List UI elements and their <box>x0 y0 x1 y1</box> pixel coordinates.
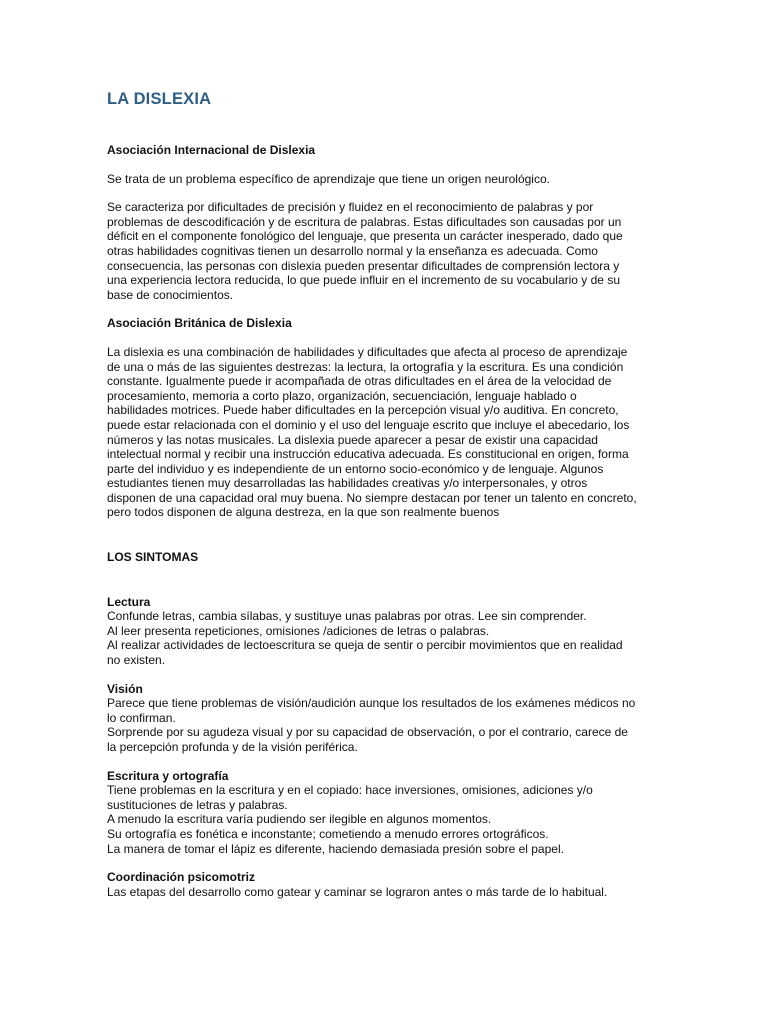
text-line: constante. Igualmente puede ir acompañada de otras dificultades en el área de la velocidad de <box>107 374 612 389</box>
text-line: Al leer presenta repeticiones, omisiones /adiciones de letras o palabras. <box>107 623 490 638</box>
text-line: Tiene problemas en la escritura y en el copiado: hace inversiones, omisiones, adiciones y/o <box>107 783 593 798</box>
text-line: Confunde letras, cambia sílabas, y sustituye unas palabras por otras. Lee sin comprender. <box>107 609 587 624</box>
text-line: la percepción profunda y de la visión periférica. <box>107 740 358 754</box>
text-line: problemas de descodificación y de escritura de palabras. Estas dificultades son causadas por un <box>107 214 622 229</box>
paragraph-characteristics <box>107 200 668 302</box>
text-line: disponen de una capacidad oral muy buena. No siempre destacan por tener un talento en concreto, <box>107 490 637 505</box>
text-line: consecuencia, las personas con dislexia pueden presentar dificultades de comprensión lectora y <box>107 258 620 273</box>
document-title: LA DISLEXIA <box>107 90 212 108</box>
text-line: estudiantes tienen muy desarrolladas las habilidades creativas y/o interpersonales, y otros <box>107 476 588 491</box>
text-line: Las etapas del desarrollo como gatear y caminar se lograron antes o más tarde de lo habitual. <box>107 884 608 899</box>
text-line: habilidades motrices. Puede haber dificultades en la percepción visual y/o auditiva. En concreto, <box>107 403 619 418</box>
text-line: Se caracteriza por dificultades de precisión y fluidez en el reconocimiento de palabras y por <box>107 200 594 215</box>
text-line: Parece que tiene problemas de visión/audición aunque los resultados de los exámenes médicos no <box>107 696 636 711</box>
text-line: La dislexia es una combinación de habilidades y dificultades que afecta al proceso de aprendizaje <box>107 344 628 359</box>
text-line: procesamiento, memoria a corto plazo, organización, secuenciación, lenguaje hablado o <box>107 388 577 403</box>
symptom-heading-escritura: Escritura y ortografía <box>107 768 229 783</box>
text-line: A menudo la escritura varía pudiendo ser ilegible en algunos momentos. <box>107 812 492 827</box>
section-heading-international: Asociación Internacional de Dislexia <box>107 143 316 157</box>
symptom-list-coordinacion <box>107 885 668 900</box>
text-line: déficit en el componente fonológico del lenguaje, que presenta un carácter inesperado, dado que <box>107 229 623 244</box>
text-line: de una o más de las siguientes destrezas: la lectura, la ortografía y la escritura. Es una condición <box>107 359 624 374</box>
text-line: sustituciones de letras y palabras. <box>107 797 288 812</box>
section-heading-british: Asociación Británica de Dislexia <box>107 316 292 331</box>
symptom-heading-vision: Visión <box>107 681 143 696</box>
symptom-list-escritura <box>107 783 668 856</box>
symptoms-heading: LOS SINTOMAS <box>107 550 199 565</box>
symptom-heading-lectura: Lectura <box>107 594 151 609</box>
text-line: lo confirman. <box>107 710 176 725</box>
text-line: no existen. <box>107 653 166 668</box>
symptom-list-vision <box>107 696 668 754</box>
paragraph-definition <box>107 172 668 187</box>
text-line: otras habilidades cognitivas tienen un desarrollo normal y la enseñanza es adecuada. Como <box>107 243 598 258</box>
text-line: pero todos disponen de alguna destreza, en la que son realmente buenos <box>107 505 500 520</box>
text-line: base de conocimientos. <box>107 287 234 302</box>
text-line: Su ortografía es fonética e inconstante; cometiendo a menudo errores ortográficos. <box>107 826 549 841</box>
symptom-list-lectura <box>107 609 668 667</box>
text-line: puede estar relacionada con el dominio y el uso del lenguaje escrito que incluye el abecedario, los <box>107 417 630 432</box>
symptom-heading-coordinacion: Coordinación psicomotriz <box>107 870 256 885</box>
text-line: intelectual normal y recibir una instrucción educativa adecuada. Es constitucional en origen, forma <box>107 447 629 462</box>
text-line: parte del individuo y es independiente de un entorno socio-económico y de lenguaje. Algunos <box>107 461 604 476</box>
paragraph-british-definition <box>107 345 668 520</box>
text-line: números y las notas musicales. La dislexia puede aparecer a pesar de existir una capacidad <box>107 432 598 447</box>
text-line: una experiencia lectora reducida, lo que puede influir en el incremento de su vocabulario y de su <box>107 273 620 288</box>
text-line: Al realizar actividades de lectoescritura se queja de sentir o percibir movimientos que en realidad <box>107 638 623 653</box>
text-line: La manera de tomar el lápiz es diferente, haciendo demasiada presión sobre el papel. <box>107 841 564 856</box>
text-line: Se trata de un problema específico de aprendizaje que tiene un origen neurológico. <box>107 171 550 186</box>
text-line: Sorprende por su agudeza visual y por su capacidad de observación, o por el contrario, carece de <box>107 725 628 740</box>
